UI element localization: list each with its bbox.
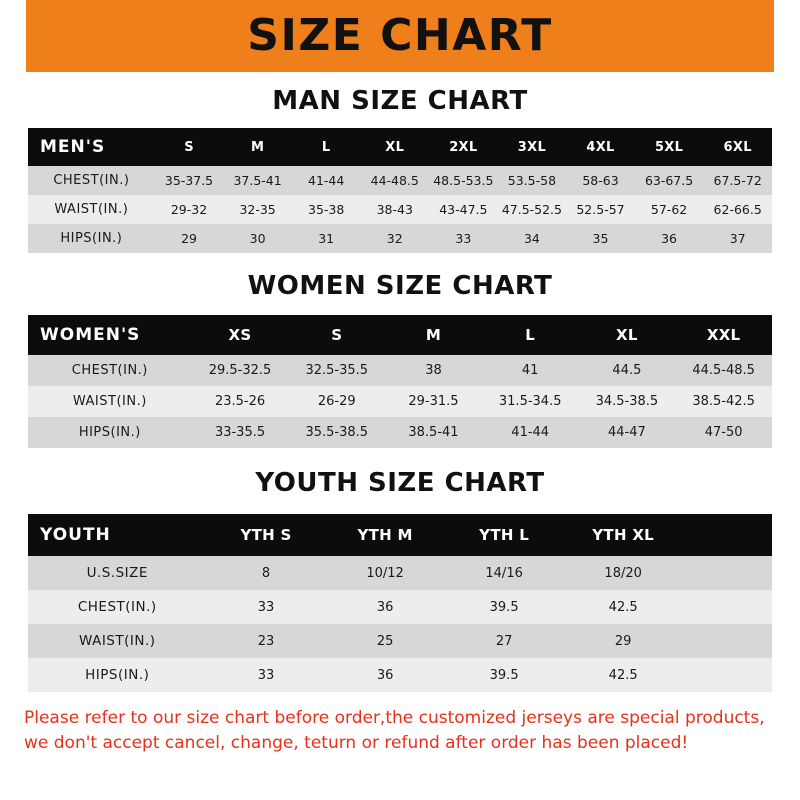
cell: 39.5 xyxy=(445,590,564,624)
column-header-label: MEN'S xyxy=(40,137,106,157)
cell: 38 xyxy=(385,355,482,386)
column-header-xl: XL xyxy=(385,139,405,155)
table-row xyxy=(28,355,772,386)
youth-table-wrap xyxy=(0,514,800,692)
column-header-xxl: XXL xyxy=(706,326,741,344)
column-header-4xl: 4XL xyxy=(586,139,615,155)
cell-spacer xyxy=(683,658,772,692)
cell: 32-35 xyxy=(223,195,292,224)
cell: 35.5-38.5 xyxy=(288,417,385,448)
column-header-2xl: 2XL xyxy=(449,139,478,155)
cell: 48.5-53.5 xyxy=(429,166,498,195)
cell: 67.5-72 xyxy=(703,166,772,195)
youth-section-title: YOUTH SIZE CHART xyxy=(255,468,545,498)
table-row xyxy=(28,166,772,195)
column-header-xl: XL xyxy=(616,326,638,344)
column-header-m: M xyxy=(425,326,442,344)
cell: 36 xyxy=(326,658,445,692)
cell: 39.5 xyxy=(445,658,564,692)
table-row xyxy=(28,195,772,224)
cell: 63-67.5 xyxy=(635,166,704,195)
cell: 34 xyxy=(498,224,567,253)
cell: 44.5-48.5 xyxy=(675,355,772,386)
cell: 37.5-41 xyxy=(223,166,292,195)
man-table-wrap xyxy=(0,128,800,253)
row-label-us-size: U.S.SIZE xyxy=(28,556,207,590)
women-section-title: WOMEN SIZE CHART xyxy=(247,271,553,301)
table-row xyxy=(28,386,772,417)
row-label-waist: WAIST(IN.) xyxy=(28,195,155,224)
cell: 32.5-35.5 xyxy=(288,355,385,386)
column-header-spacer xyxy=(683,514,772,556)
cell: 36 xyxy=(635,224,704,253)
cell: 29 xyxy=(155,224,224,253)
column-header-yth-l: YTH L xyxy=(479,526,530,544)
cell: 42.5 xyxy=(564,590,683,624)
column-header-yth-m: YTH M xyxy=(357,526,413,544)
cell: 31 xyxy=(292,224,361,253)
table-row xyxy=(28,417,772,448)
table-row xyxy=(28,224,772,253)
cell: 44-48.5 xyxy=(360,166,429,195)
column-header-5xl: 5XL xyxy=(654,139,684,155)
cell: 25 xyxy=(326,624,445,658)
table-header-row xyxy=(28,128,772,166)
man-section-title: MAN SIZE CHART xyxy=(272,86,528,116)
column-header-6xl: 6XL xyxy=(723,139,752,155)
cell: 38.5-42.5 xyxy=(675,386,772,417)
cell: 43-47.5 xyxy=(429,195,498,224)
cell: 33 xyxy=(207,590,326,624)
cell: 34.5-38.5 xyxy=(579,386,676,417)
cell: 41-44 xyxy=(292,166,361,195)
cell: 27 xyxy=(445,624,564,658)
cell-spacer xyxy=(683,624,772,658)
table-row xyxy=(28,624,772,658)
page-banner xyxy=(0,0,800,72)
cell: 41-44 xyxy=(482,417,579,448)
cell: 33 xyxy=(207,658,326,692)
row-label-hips: HIPS(IN.) xyxy=(28,417,192,448)
footer-line-1: Please refer to our size chart before order,the customized jerseys are special products, xyxy=(24,708,765,728)
cell: 47-50 xyxy=(675,417,772,448)
cell: 29 xyxy=(564,624,683,658)
cell: 14/16 xyxy=(445,556,564,590)
cell: 38-43 xyxy=(360,195,429,224)
cell: 33-35.5 xyxy=(192,417,289,448)
table-row xyxy=(28,590,772,624)
row-label-waist: WAIST(IN.) xyxy=(28,386,192,417)
cell: 10/12 xyxy=(326,556,445,590)
column-header-s: S xyxy=(184,139,194,155)
column-header-l: L xyxy=(321,139,331,155)
cell: 29-32 xyxy=(155,195,224,224)
man-size-table xyxy=(28,128,772,253)
cell: 29.5-32.5 xyxy=(192,355,289,386)
cell: 26-29 xyxy=(288,386,385,417)
cell: 44-47 xyxy=(579,417,676,448)
column-header-label: YOUTH xyxy=(40,525,111,545)
cell: 33 xyxy=(429,224,498,253)
column-header-l: L xyxy=(525,326,536,344)
column-header-yth-s: YTH S xyxy=(240,526,292,544)
table-header-row xyxy=(28,315,772,355)
cell: 23.5-26 xyxy=(192,386,289,417)
cell: 30 xyxy=(223,224,292,253)
cell: 57-62 xyxy=(635,195,704,224)
row-label-hips: HIPS(IN.) xyxy=(28,224,155,253)
column-header-yth-xl: YTH XL xyxy=(592,526,655,544)
table-row xyxy=(28,556,772,590)
column-header-s: S xyxy=(331,326,343,344)
cell: 35-37.5 xyxy=(155,166,224,195)
cell: 58-63 xyxy=(566,166,635,195)
cell-spacer xyxy=(683,590,772,624)
table-row xyxy=(28,658,772,692)
footer-line-2: we don't accept cancel, change, teturn or refund after order has been placed! xyxy=(24,732,689,753)
cell-spacer xyxy=(683,556,772,590)
row-label-hips: HIPS(IN.) xyxy=(28,658,207,692)
row-label-waist: WAIST(IN.) xyxy=(28,624,207,658)
cell: 44.5 xyxy=(579,355,676,386)
cell: 29-31.5 xyxy=(385,386,482,417)
cell: 41 xyxy=(482,355,579,386)
page-title: SIZE CHART xyxy=(247,10,553,61)
table-header-row xyxy=(28,514,772,556)
cell: 23 xyxy=(207,624,326,658)
column-header-3xl: 3XL xyxy=(517,139,547,155)
cell: 8 xyxy=(207,556,326,590)
cell: 35 xyxy=(566,224,635,253)
cell: 31.5-34.5 xyxy=(482,386,579,417)
women-size-table xyxy=(28,315,772,448)
row-label-chest: CHEST(IN.) xyxy=(28,166,155,195)
cell: 53.5-58 xyxy=(498,166,567,195)
footer-disclaimer xyxy=(0,692,800,755)
women-table-wrap xyxy=(0,315,800,448)
cell: 36 xyxy=(326,590,445,624)
row-label-chest: CHEST(IN.) xyxy=(28,355,192,386)
cell: 52.5-57 xyxy=(566,195,635,224)
cell: 35-38 xyxy=(292,195,361,224)
cell: 38.5-41 xyxy=(385,417,482,448)
column-header-xs: XS xyxy=(228,326,252,344)
cell: 62-66.5 xyxy=(703,195,772,224)
cell: 42.5 xyxy=(564,658,683,692)
cell: 37 xyxy=(703,224,772,253)
column-header-m: M xyxy=(250,139,265,155)
row-label-chest: CHEST(IN.) xyxy=(28,590,207,624)
youth-size-table xyxy=(28,514,772,692)
column-header-label: WOMEN'S xyxy=(40,325,141,345)
cell: 47.5-52.5 xyxy=(498,195,567,224)
cell: 32 xyxy=(360,224,429,253)
cell: 18/20 xyxy=(564,556,683,590)
